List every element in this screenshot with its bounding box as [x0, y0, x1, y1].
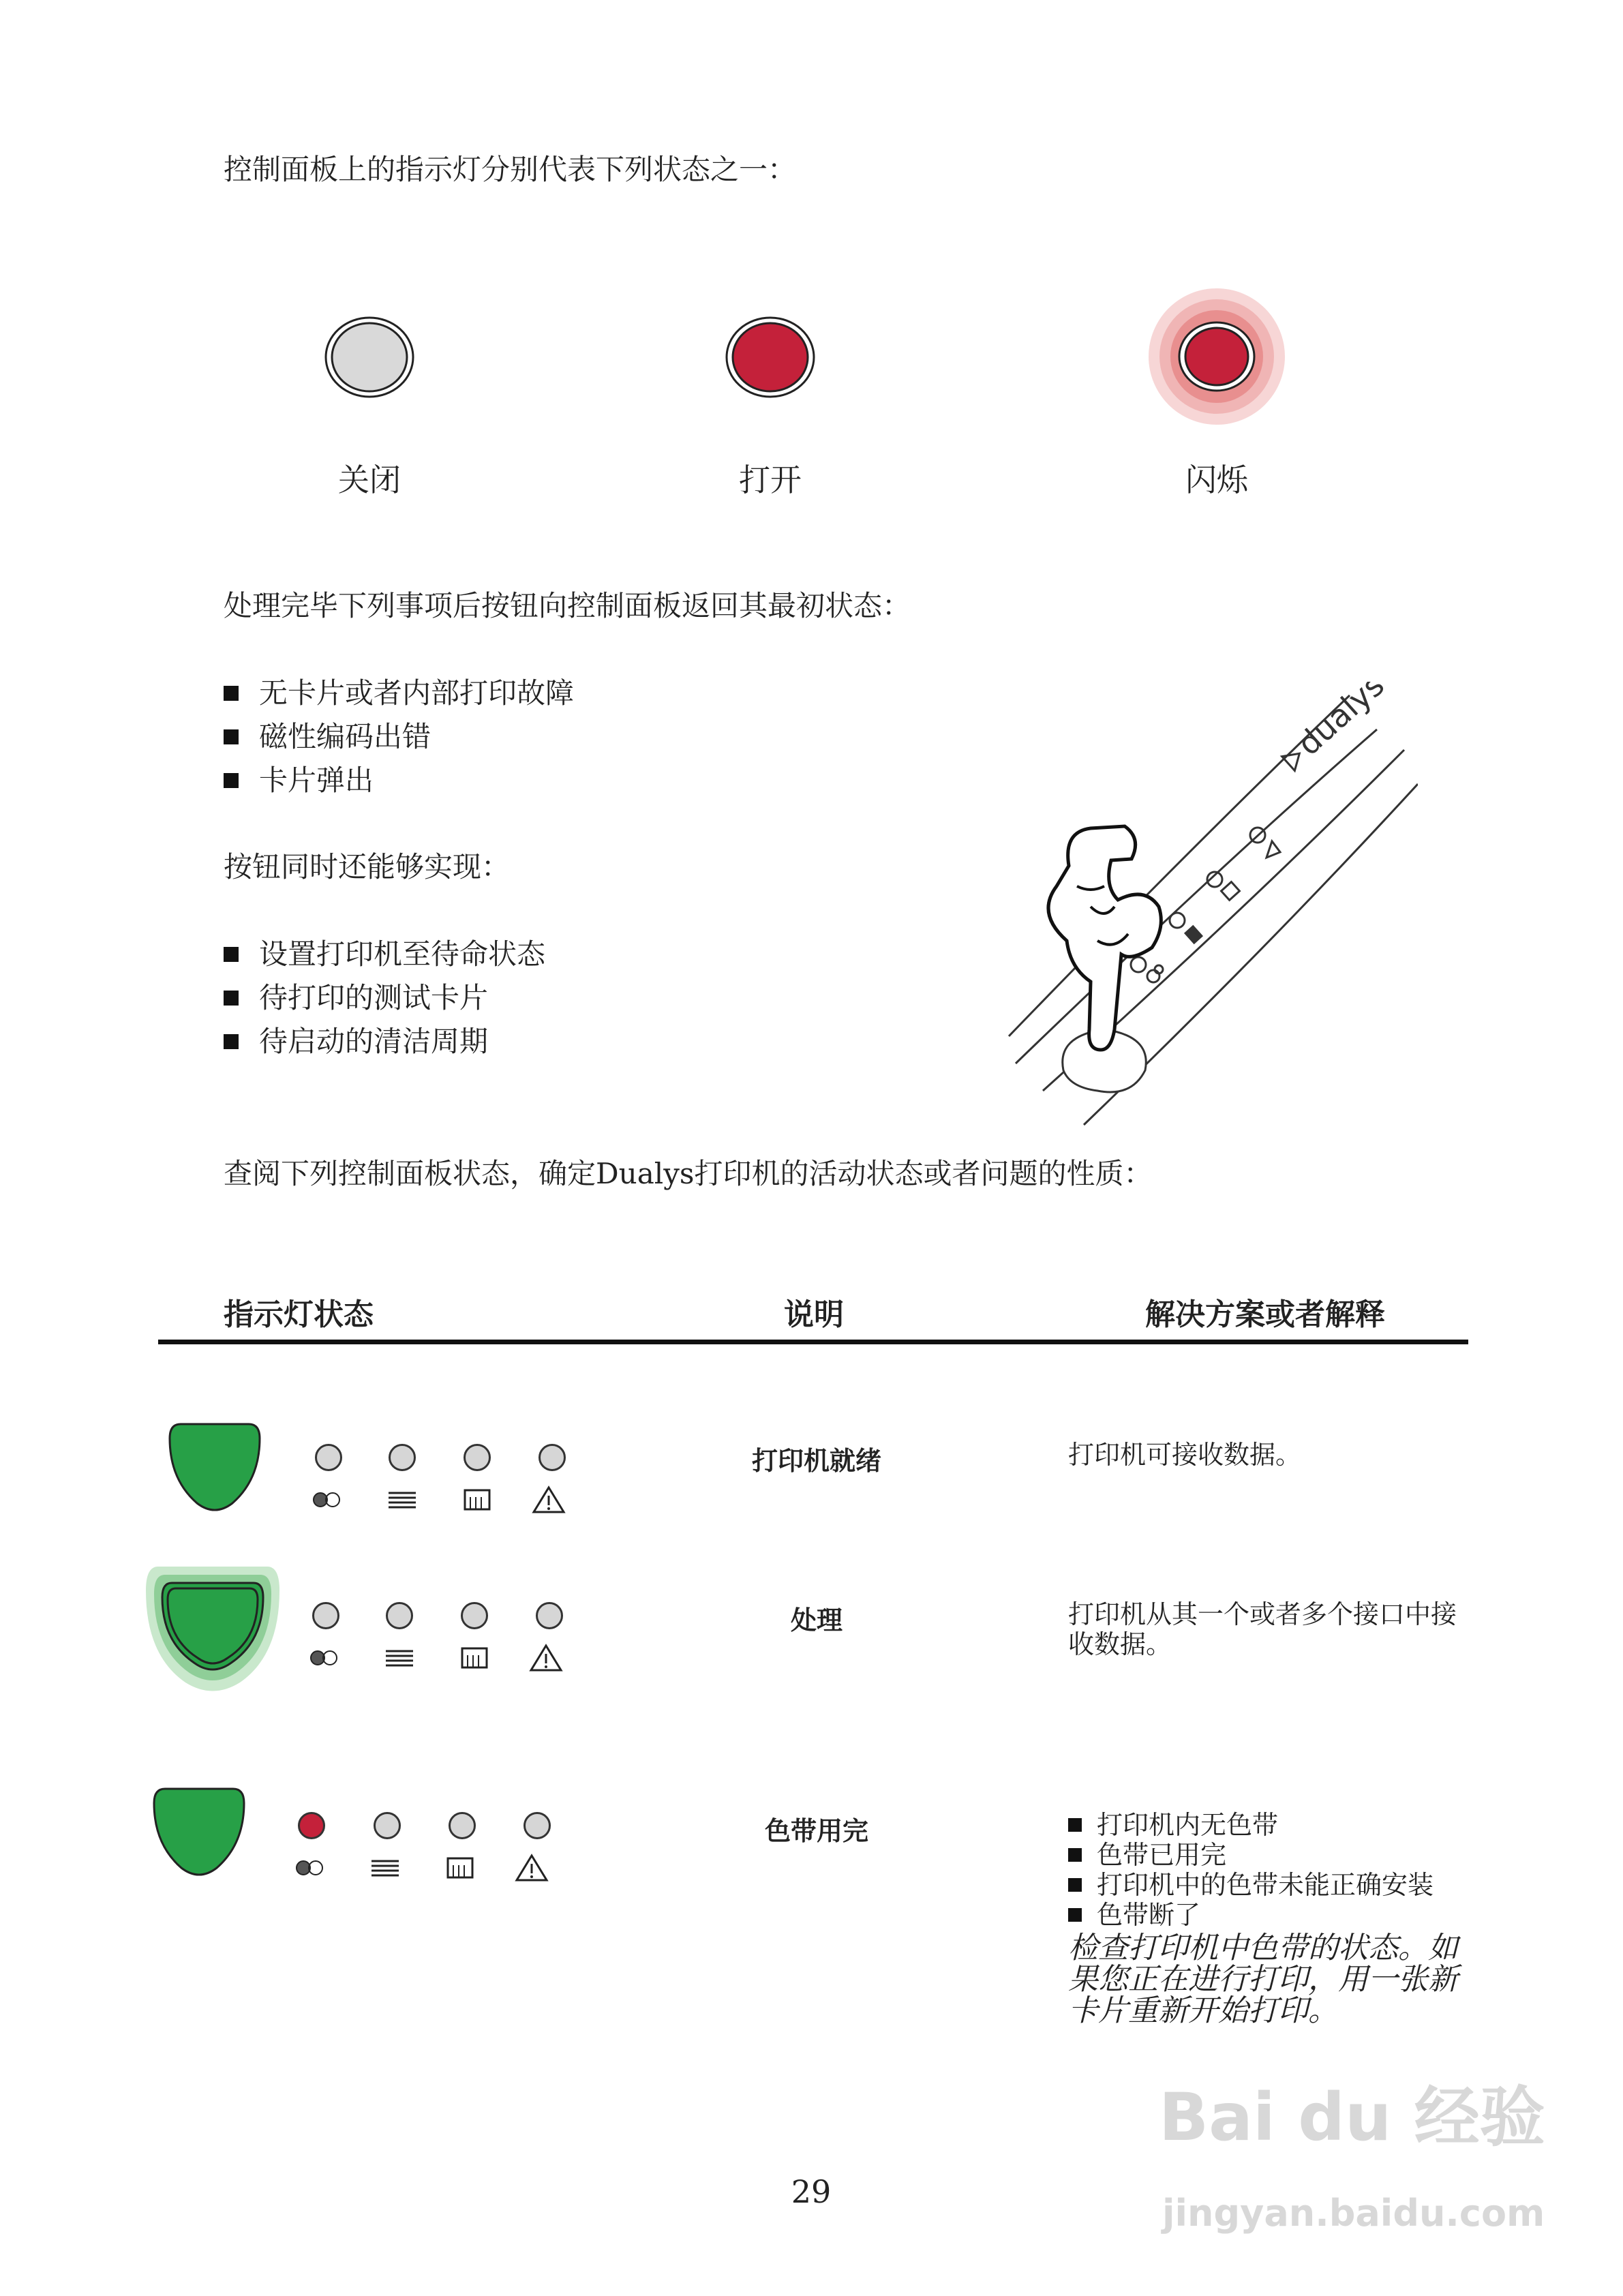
reset-list	[224, 671, 574, 802]
list-item: 卡片弹出	[224, 759, 574, 802]
lamp-on-icon	[725, 315, 817, 400]
status-led	[449, 1812, 476, 1839]
lamp-blink-icon	[1145, 285, 1288, 428]
button-intro: 按钮同时还能够实现：	[224, 850, 511, 883]
status-led	[524, 1812, 551, 1839]
ribbon-led-on	[298, 1812, 325, 1839]
lamp-on-label: 打开	[739, 462, 802, 498]
status-led	[536, 1602, 563, 1629]
status-led	[389, 1444, 416, 1471]
button-list	[224, 933, 545, 1063]
status-led	[312, 1602, 339, 1629]
watermark-url: jingyan.baidu.com	[1162, 2192, 1545, 2235]
list-item: 待启动的清洁周期	[224, 1020, 545, 1063]
green-button-icon	[167, 1421, 262, 1517]
intro-text: 控制面板上的指示灯分别代表下列状态之一：	[224, 153, 797, 186]
list-item: 色带断了	[1068, 1900, 1463, 1930]
reset-intro: 处理完毕下列事项后按钮向控制面板返回其最初状态：	[224, 589, 911, 622]
status-led	[461, 1602, 488, 1629]
page-number: 29	[791, 2173, 832, 2210]
lamp-off-icon	[324, 315, 416, 400]
row-state-ribbon-out: 色带用完	[764, 1816, 868, 1846]
row-solution-ribbon-out	[1068, 1810, 1463, 2027]
control-panel-illustration	[995, 682, 1418, 1132]
watermark-brand: Bai du 经验	[1159, 2079, 1545, 2156]
status-led	[539, 1444, 566, 1471]
led-symbols	[290, 1853, 562, 1887]
list-item: 磁性编码出错	[224, 715, 574, 759]
green-button-glow-icon	[145, 1560, 281, 1696]
table-header-solution: 解决方案或者解释	[1145, 1297, 1385, 1332]
status-led	[464, 1444, 491, 1471]
lamp-off-label: 关闭	[338, 462, 401, 498]
check-intro: 查阅下列控制面板状态，确定Dualys打印机的活动状态或者问题的性质：	[224, 1157, 1153, 1190]
led-symbols	[307, 1485, 579, 1519]
green-button-icon	[151, 1786, 247, 1882]
list-item: 无卡片或者内部打印故障	[224, 671, 574, 715]
list-item: 设置打印机至待命状态	[224, 933, 545, 976]
row-state-ready: 打印机就绪	[751, 1446, 881, 1476]
status-led	[315, 1444, 342, 1471]
table-header-state: 指示灯状态	[224, 1297, 374, 1332]
panel-brand-text: dualys	[1290, 682, 1391, 763]
list-item: 打印机内无色带	[1068, 1810, 1463, 1840]
list-item: 打印机中的色带未能正确安装	[1068, 1870, 1463, 1900]
list-item: 待打印的测试卡片	[224, 976, 545, 1020]
status-led	[374, 1812, 401, 1839]
row-state-processing: 处理	[790, 1605, 843, 1635]
status-led	[386, 1602, 413, 1629]
table-header-rule	[158, 1340, 1468, 1344]
list-item: 色带已用完	[1068, 1840, 1463, 1870]
ribbon-solution-note: 检查打印机中色带的状态。如果您正在进行打印，用一张新卡片重新开始打印。	[1068, 1931, 1458, 2028]
row-solution-ready: 打印机可接收数据。	[1068, 1440, 1302, 1470]
lamp-blink-label: 闪烁	[1185, 462, 1248, 498]
led-symbols	[304, 1643, 577, 1677]
table-header-description: 说明	[784, 1297, 844, 1332]
row-solution-processing: 打印机从其一个或者多个接口中接收数据。	[1068, 1599, 1457, 1659]
